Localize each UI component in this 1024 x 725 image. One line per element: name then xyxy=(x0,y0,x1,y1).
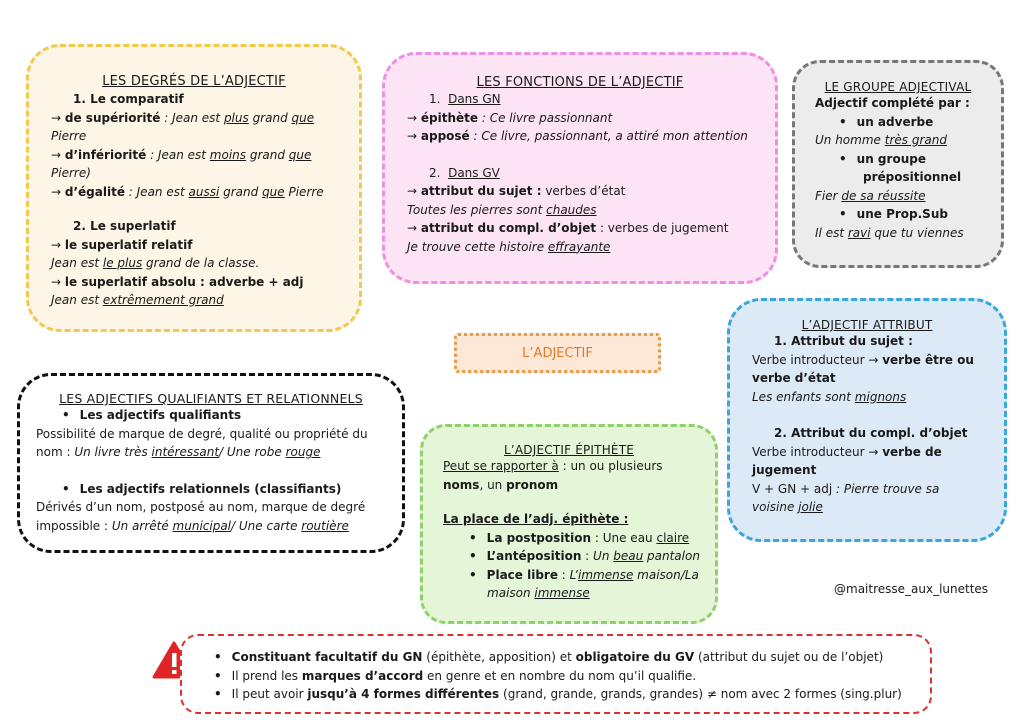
warning-box: • Constituant facultatif du GN (épithète, apposition) et obligatoire du GV (attribut du sujet ou de l’objet) • Il prend les marques d’accord en genre et en nombre du nom qu’il qualifie. • Il peut avoir jusqu’à 4 formes différentes (grand, grande, grands, grandes) ≠ nom avec 2 formes (sing.plur) xyxy=(180,634,932,714)
arrow-right-icon: → xyxy=(407,129,418,143)
superiorite-label: de supériorité xyxy=(64,110,161,125)
attribut-box: L’ADJECTIF ATTRIBUT 1. Attribut du sujet : Verbe introducteur → verbe être ou verbe d’état Les enfants sont mignons 2. Attribut du compl. d’objet Verbe introducteur → verbe de jugement V + GN + adj : Pierre trouve sa voisine jolie xyxy=(727,298,1007,542)
arrow-right-icon: → xyxy=(51,147,62,162)
arrow-right-icon: → xyxy=(868,352,879,367)
arrow-right-icon: → xyxy=(407,110,418,125)
qualif-box: LES ADJECTIFS QUALIFIANTS ET RELATIONNELS • Les adjectifs qualifiants Possibilité de marque de degré, qualité ou propriété du nom : Un livre très intéressant/ Une robe rouge • Les adjectifs relationnels (classifiants) Dérivés d’un nom, postposé au nom, marque de degré impossible : Un arrêté municipal/ Une carte routière xyxy=(17,373,405,553)
groupe-box: LE GROUPE ADJECTIVAL Adjectif complété par : • un adverbe Un homme très grand • un groupe prépositionnel Fier de sa réussite • une Prop.Sub Il est ravi que tu viennes xyxy=(792,60,1004,268)
gn-heading: Dans GN xyxy=(448,92,501,106)
degres-title: LES DEGRÉS DE L’ADJECTIF xyxy=(102,74,286,89)
superlatif-heading: 2. Le superlatif xyxy=(73,219,176,233)
arrow-right-icon: → xyxy=(407,221,418,235)
center-label: L’ADJECTIF xyxy=(454,333,661,373)
arrow-right-icon: → xyxy=(51,237,62,252)
arrow-right-icon: → xyxy=(868,444,879,459)
fonctions-box: LES FONCTIONS DE L’ADJECTIF 1. Dans GN → épithète : Ce livre passionnant → apposé : Ce livre, passionnant, a attiré mon attention 2. Dans GV → attribut du sujet : verbes d’état Toutes les pierres sont chaudes → attribut du compl. d’objet : verbes de jugement Je trouve cette histoire effrayante xyxy=(382,52,778,284)
gv-heading: Dans GV xyxy=(448,165,500,180)
degres-box: LES DEGRÉS DE L’ADJECTIF 1. Le comparatif → de supériorité : Jean est plus grand que Pierre → d’infériorité : Jean est moins grand que Pierre) → d’égalité : Jean est aussi grand que Pierre 2. Le superlatif → le superlatif relatif Jean est le plus grand de la classe. → le superlatif absolu : adverbe + adj Jean est extrêmement grand xyxy=(26,44,362,332)
arrow-right-icon: → xyxy=(51,274,62,289)
attribut-title: L’ADJECTIF ATTRIBUT xyxy=(801,318,933,332)
groupe-title: LE GROUPE ADJECTIVAL xyxy=(824,80,972,94)
arrow-right-icon: → xyxy=(407,184,418,198)
credit-handle: @maitresse_aux_lunettes xyxy=(834,582,989,596)
fonctions-title: LES FONCTIONS DE L’ADJECTIF xyxy=(476,75,684,90)
arrow-right-icon: → xyxy=(51,184,62,199)
epithete-title: L’ADJECTIF ÉPITHÈTE xyxy=(503,443,635,457)
epithete-box: L’ADJECTIF ÉPITHÈTE Peut se rapporter à : un ou plusieurs noms, un pronom La place de l’adj. épithète : • La postposition : Une eau claire • L’antéposition : Un beau pantalon • Place libre : L’immense maison/La maison immense xyxy=(420,424,718,624)
egalite-label: d’égalité xyxy=(64,184,125,199)
comparatif-heading: 1. Le comparatif xyxy=(73,92,184,106)
inferiorite-label: d’infériorité xyxy=(64,147,147,162)
qualif-title: LES ADJECTIFS QUALIFIANTS ET RELATIONNELS xyxy=(59,391,363,406)
arrow-right-icon: → xyxy=(51,110,62,125)
